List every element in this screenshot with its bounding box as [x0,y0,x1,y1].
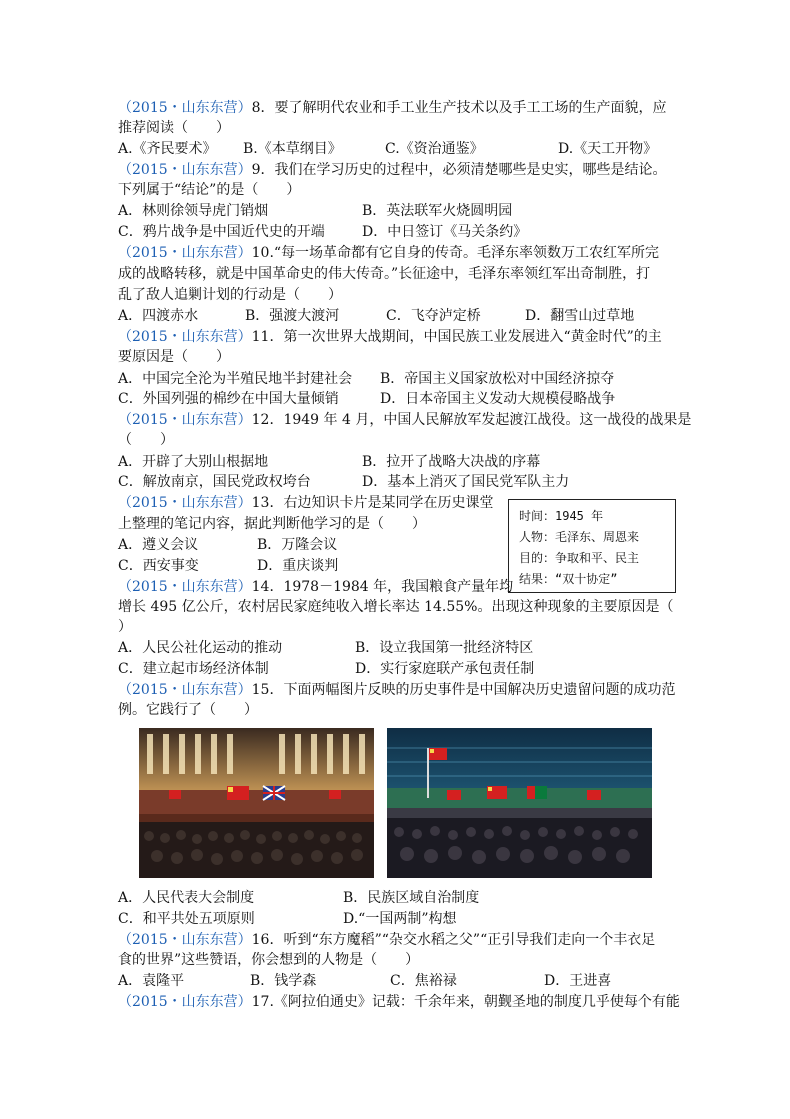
q16-stem-2: 食的世界”这些赞语，你会想到的人物是（ ） [118,952,420,968]
q15-option-c: C．和平共处五项原则 [118,911,255,927]
q10-source: （2015・山东东营） [118,245,252,261]
q11-option-b: B．帝国主义国家放松对中国经济掠夺 [380,371,615,387]
q13-line-1 [118,493,493,513]
macao-handover-photo [387,728,652,878]
card-purpose: 目的：争取和平、民主 [519,551,640,565]
q12-option-a: A．开辟了大别山根据地 [118,454,269,470]
q8-stem-2: 推荐阅读（ ） [118,120,230,136]
q10-stem-1: 10.“每一场革命都有它自身的传奇。毛泽东率领数万工农红军所完 [251,245,660,261]
q12-stem-2: （ ） [118,432,174,448]
q14-option-d: D．实行家庭联产承包责任制 [355,661,535,677]
q8-line-1 [118,98,667,118]
q11-option-a: A．中国完全沦为半殖民地半封建社会 [118,371,353,387]
q15-line-1 [118,680,675,700]
q14-option-b: B．设立我国第一批经济特区 [355,640,534,656]
q16-option-a: A．袁隆平 [118,973,185,989]
q13-option-a: A．遵义会议 [118,537,199,553]
q9-line-1 [118,160,667,180]
q13-option-c: C．西安事变 [118,558,199,574]
q13-source: （2015・山东东营） [118,495,252,511]
q13-stem-2: 上整理的笔记内容，据此判断他学习的是（ ） [118,516,426,532]
q8-source: （2015・山东东营） [118,100,252,116]
q16-source: （2015・山东东营） [118,932,252,948]
q17-source: （2015・山东东营） [118,994,252,1010]
hong-kong-handover-photo [139,728,374,878]
q15-source: （2015・山东东营） [118,682,252,698]
q8-option-a: A.《齐民要术》 [118,141,217,157]
q15-option-d: D.“一国两制”构想 [343,911,457,927]
q11-source: （2015・山东东营） [118,329,252,345]
q11-line-1 [118,327,662,347]
q9-source: （2015・山东东营） [118,162,252,178]
q16-line-1 [118,930,655,950]
q15-option-a: A．人民代表大会制度 [118,890,255,906]
q12-line-1 [118,410,691,430]
q13-option-d: D．重庆谈判 [257,558,339,574]
q17-stem-1: 17.《阿拉伯通史》记载：千余年来，朝觐圣地的制度几乎使每个有能 [251,994,680,1010]
q11-stem-1: 11．第一次世界大战期间，中国民族工业发展进入“黄金时代”的主 [251,329,662,345]
q14-line-1 [118,577,513,597]
q14-option-c: C．建立起市场经济体制 [118,661,269,677]
q15-stem-1: 15．下面两幅图片反映的历史事件是中国解决历史遗留问题的成功范 [251,682,676,698]
q9-option-b: B．英法联军火烧圆明园 [362,203,513,219]
card-people: 人物：毛泽东、周恩来 [519,530,640,544]
q16-option-c: C．焦裕禄 [390,973,457,989]
q14-option-a: A．人民公社化运动的推动 [118,640,283,656]
q8-option-c: C.《资治通鉴》 [385,141,484,157]
q14-source: （2015・山东东营） [118,579,252,595]
q13-stem-1: 13．右边知识卡片是某同学在历史课堂 [251,495,494,511]
q10-line-1 [118,243,659,263]
q12-stem-1: 12．1949 年 4 月，中国人民解放军发起渡江战役。这一战役的战果是 [251,412,692,428]
q11-stem-2: 要原因是（ ） [118,349,230,365]
q11-option-c: C．外国列强的棉纱在中国大量倾销 [118,391,339,407]
q15-option-b: B．民族区域自治制度 [343,890,480,906]
knowledge-card [508,499,676,593]
q9-stem-2: 下列属于“结论”的是（ ） [118,182,301,198]
q10-option-c: C．飞夺泸定桥 [386,308,481,324]
q12-option-d: D．基本上消灭了国民党军队主力 [362,474,570,490]
card-result: 结果：“双十协定” [519,572,618,586]
q8-option-d: D.《天工开物》 [558,141,658,157]
q9-option-c: C．鸦片战争是中国近代史的开端 [118,224,325,240]
q12-source: （2015・山东东营） [118,412,252,428]
q11-option-d: D．日本帝国主义发动大规模侵略战争 [380,391,616,407]
q17-line-1 [118,992,680,1012]
q14-stem-2: 增长 495 亿公斤，农村居民家庭纯收入增长率达 14.55%。出现这种现象的主要原因是（ [118,599,674,615]
q8-option-b: B.《本草纲目》 [243,141,342,157]
q9-stem-1: 9．我们在学习历史的过程中，必须清楚哪些是史实，哪些是结论。 [251,162,667,178]
q13-option-b: B．万隆会议 [257,537,338,553]
q15-stem-2: 例。它践行了（ ） [118,702,258,718]
q16-stem-1: 16．听到“东方魔稻”“杂交水稻之父”“正引导我们走向一个丰衣足 [251,932,656,948]
q10-option-b: B．强渡大渡河 [245,308,340,324]
q10-stem-3: 乱了敌人追剿计划的行动是（ ） [118,287,342,303]
q12-option-c: C．解放南京，国民党政权垮台 [118,474,311,490]
q14-stem-3: ） [118,619,132,635]
q16-option-b: B．钱学森 [250,973,317,989]
q9-option-d: D．中日签订《马关条约》 [362,224,528,240]
q8-stem-1: 8．要了解明代农业和手工业生产技术以及手工工场的生产面貌，应 [251,100,667,116]
q16-option-d: D．王进喜 [544,973,612,989]
q14-stem-1: 14．1978－1984 年，我国粮食产量年均 [251,579,514,595]
q9-option-a: A．林则徐领导虎门销烟 [118,203,269,219]
q12-option-b: B．拉开了战略大决战的序幕 [362,454,541,470]
q10-option-a: A．四渡赤水 [118,308,199,324]
q10-option-d: D．翻雪山过草地 [525,308,635,324]
card-time: 时间：1945 年 [519,509,604,523]
q10-stem-2: 成的战略转移，就是中国革命史的伟大传奇。”长征途中，毛泽东率领红军出奇制胜，打 [118,266,651,282]
